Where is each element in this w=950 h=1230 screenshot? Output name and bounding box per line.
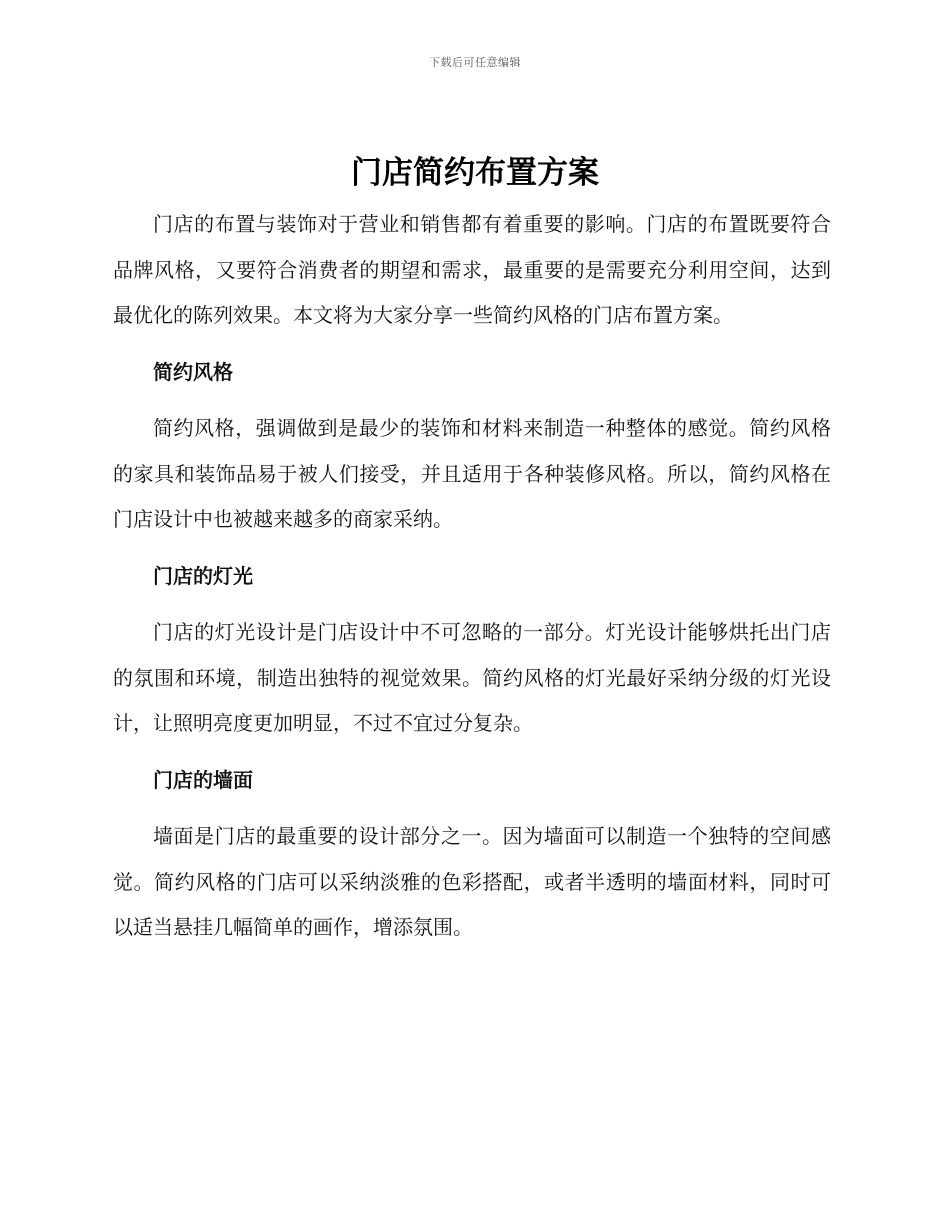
section-heading-wall: 门店的墙面 (153, 767, 253, 792)
section-heading-lighting: 门店的灯光 (153, 563, 253, 588)
section-paragraph-wall: 墙面是门店的最重要的设计部分之一。因为墙面可以制造一个独特的空间感觉。简约风格的门店可以采纳淡雅的色彩搭配，或者半透明的墙面材料，同时可以适当悬挂几幅简单的画作，增添氛围。 (113, 824, 831, 939)
section-paragraph-style: 简约风格，强调做到是最少的装饰和材料来制造一种整体的感觉。简约风格的家具和装饰品易于被人们接受，并且适用于各种装修风格。所以，简约风格在门店设计中也被越来越多的商家采纳。 (113, 416, 831, 531)
page-header-note: 下载后可任意编辑 (429, 56, 521, 69)
section-heading-style: 简约风格 (153, 359, 233, 384)
document-body (113, 202, 831, 951)
document-title: 门店简约布置方案 (351, 155, 599, 191)
section-paragraph-lighting: 门店的灯光设计是门店设计中不可忽略的一部分。灯光设计能够烘托出门店的氛围和环境，制造出独特的视觉效果。简约风格的灯光最好采纳分级的灯光设计，让照明亮度更加明显，不过不宜过分复杂。 (113, 620, 831, 735)
intro-paragraph: 门店的布置与装饰对于营业和销售都有着重要的影响。门店的布置既要符合品牌风格，又要符合消费者的期望和需求，最重要的是需要充分利用空间，达到最优化的陈列效果。本文将为大家分享一些简约风格的门店布置方案。 (113, 212, 831, 327)
